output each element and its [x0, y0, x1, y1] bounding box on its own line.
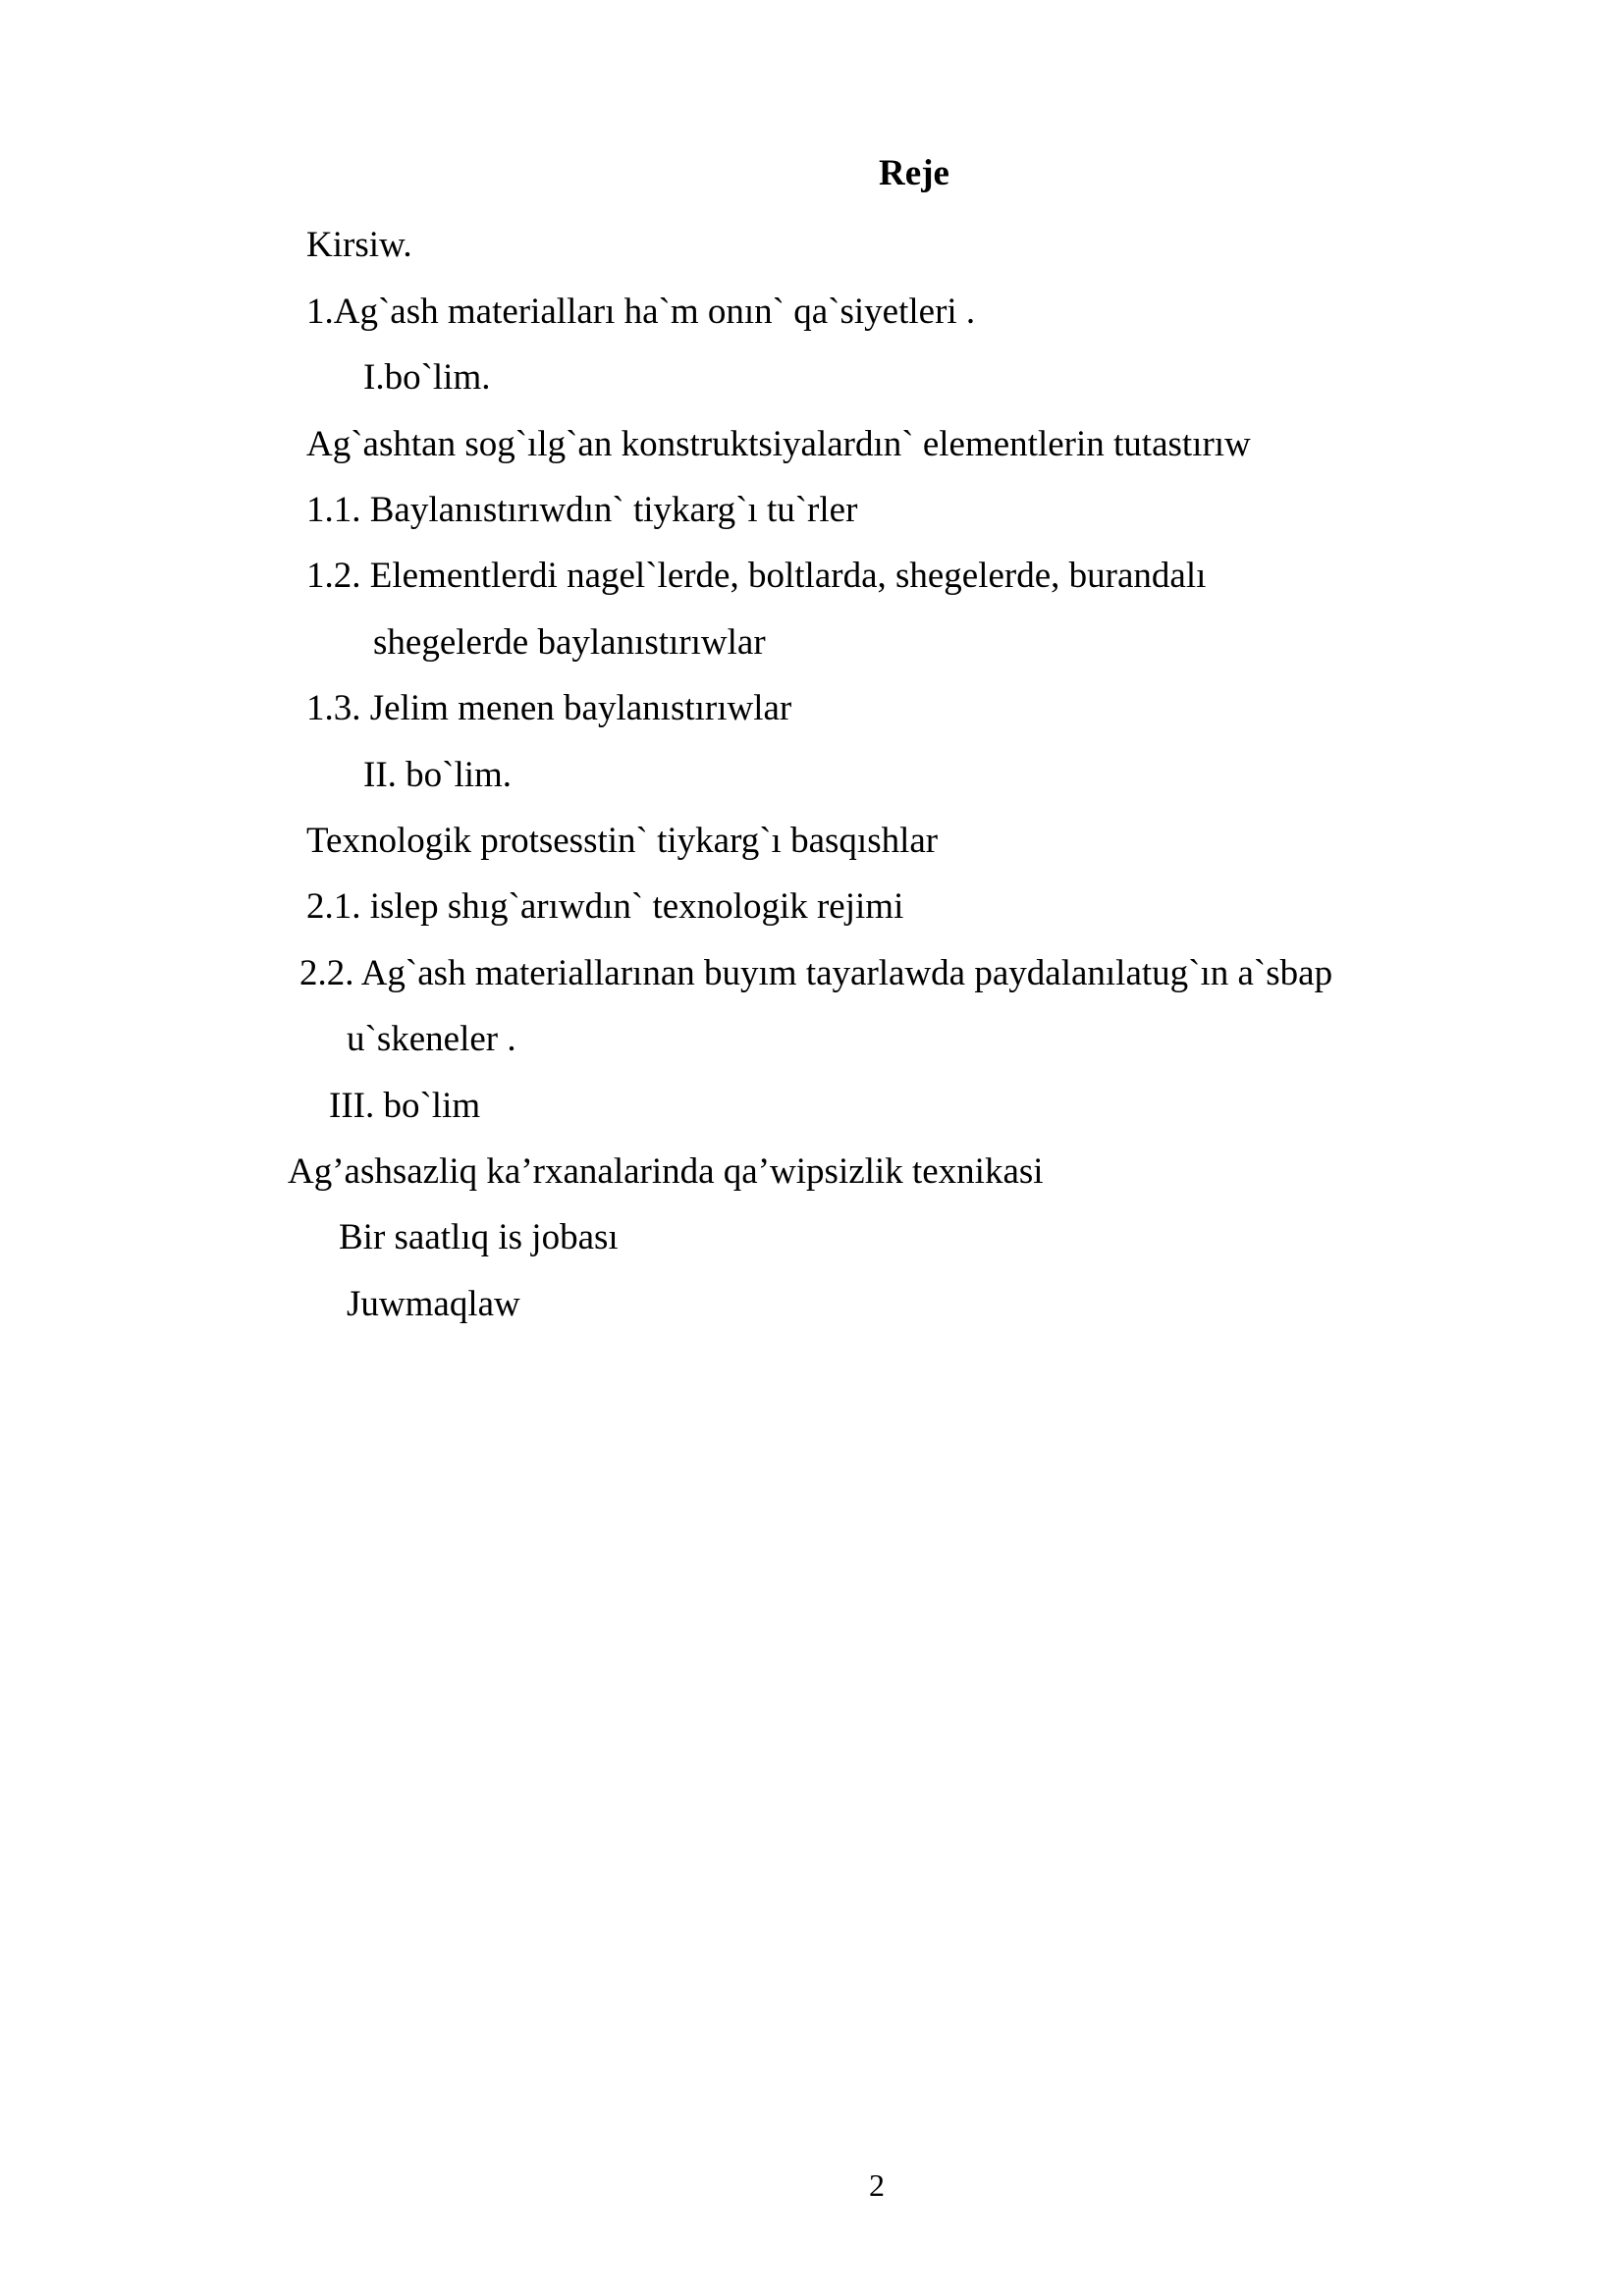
toc-line-chapter-1: 1.Ag`ash materialları ha`m onın` qa`siyetleri . [306, 292, 976, 332]
toc-line-part-1: I.bo`lim. [363, 357, 491, 398]
toc-line-section-1-1: 1.1. Baylanıstırıwdın` tiykarg`ı tu`rler [306, 490, 858, 530]
page-title: Reje [879, 153, 949, 193]
page-number: 2 [869, 2167, 885, 2203]
toc-line-conclusion: Juwmaqlaw [347, 1284, 520, 1324]
toc-line-part-3-title: Ag’ashsazliq ka’rxanalarinda qa’wipsizlik texnikasi [288, 1151, 1044, 1192]
toc-line-introduction: Kirsiw. [306, 225, 412, 265]
toc-line-section-2-2: 2.2. Ag`ash materiallarınan buyım tayarlawda paydalanılatug`ın a`sbap [299, 953, 1333, 993]
toc-line-section-1-3: 1.3. Jelim menen baylanıstırıwlar [306, 688, 792, 728]
toc-line-lesson-plan: Bir saatlıq is jobası [339, 1217, 619, 1257]
toc-line-section-2-1: 2.1. islep shıg`arıwdın` texnologik rejimi [306, 886, 904, 927]
toc-line-section-2-2-cont: u`skeneler . [347, 1019, 516, 1059]
toc-line-section-1-2-cont: shegelerde baylanıstırıwlar [373, 622, 766, 663]
toc-line-part-2: II. bo`lim. [363, 755, 513, 795]
toc-line-part-3: III. bo`lim [329, 1086, 481, 1126]
toc-line-section-1-2: 1.2. Elementlerdi nagel`lerde, boltlarda, shegelerde, burandalı [306, 556, 1207, 596]
toc-line-part-1-title: Ag`ashtan sog`ılg`an konstruktsiyalardın` elementlerin tutastırıw [306, 424, 1251, 464]
toc-line-part-2-title: Texnologik protsesstin` tiykarg`ı basqıshlar [306, 821, 939, 861]
